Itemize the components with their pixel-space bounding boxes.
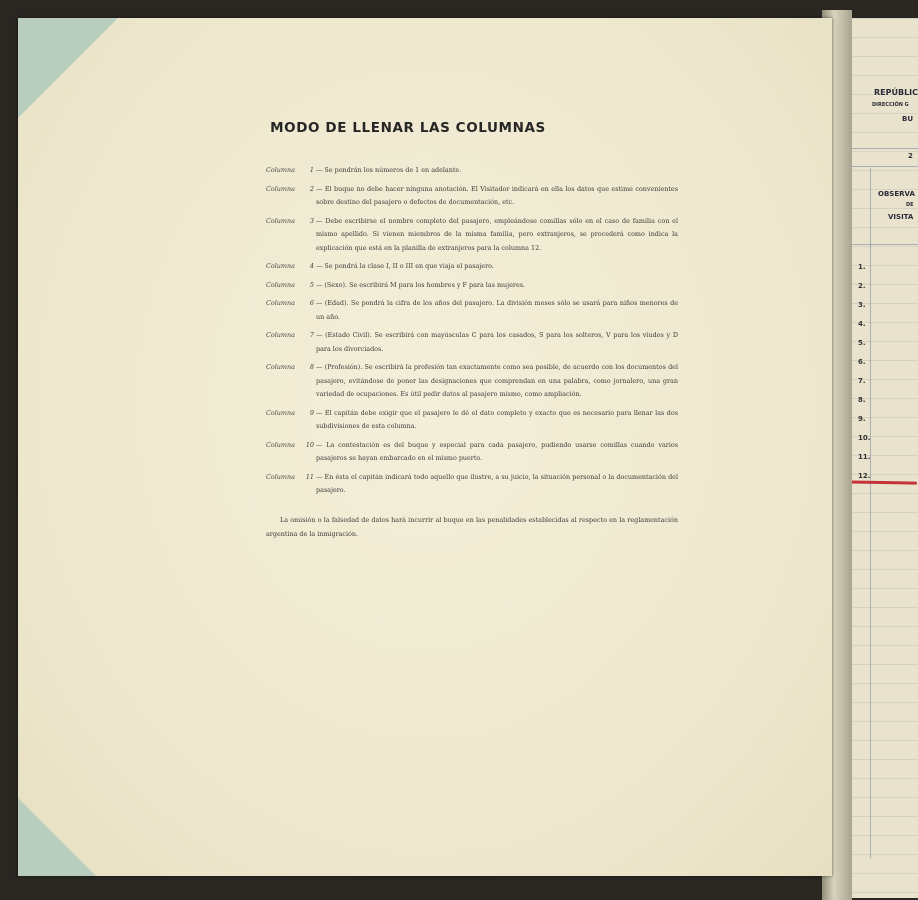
- page-title: MODO DE LLENAR LAS COLUMNAS: [270, 120, 546, 136]
- adjacent-row-number: 9.: [858, 415, 866, 423]
- adjacent-row-number: 8.: [858, 396, 866, 404]
- entry-text: — (Edad). Se pondrá la cifra de los años del pasajero. La división meses sólo se usará para niños menores de un año.: [316, 299, 678, 321]
- entry-text: — Se pondrá la clase I, II o III en que viaja el pasajero.: [316, 262, 494, 270]
- entry-text: — La contestación es del buque y especial para cada pasajero, pudiendo usarse comillas cuando varios pasajeros se hayan embarcado en el mismo puerto.: [316, 440, 678, 462]
- adjacent-column-header: OBSERVA: [878, 190, 915, 198]
- instruction-entry: [266, 297, 678, 324]
- adjacent-header-line: REPÚBLIC: [874, 88, 918, 97]
- entry-number: 6: [309, 299, 314, 307]
- entry-label: Columna: [266, 280, 295, 289]
- footer-note: La omisión o la falsedad de datos hará incurrir al buque en las penalidades establecidas al respecto en la reglamentación argentina de la inmigración.: [266, 516, 678, 538]
- entry-text: — En ésta el capitán indicará todo aquello que ilustre, a su juicio, la situación personal o la documentación del pasajero.: [316, 472, 678, 494]
- entry-number: 7: [309, 331, 314, 339]
- adjacent-row-number: 5.: [858, 339, 866, 347]
- entry-label: Columna: [266, 262, 295, 270]
- entry-number: 2: [309, 184, 314, 193]
- entry-text: — (Profesión). Se escribirá la profesión tan exactamente como sea posible, de acuerdo con los documentos del pasajero, evitándose de poner las designaciones que comprendan en una palabra, como jornalero, una gran variedad de ocupaciones. Es útil pedir datos al pasajero mismo, como ampliación.: [316, 363, 678, 398]
- adjacent-row-number: 11.: [858, 453, 871, 461]
- adjacent-row-number: 2.: [858, 282, 866, 290]
- entry-text: — El buque no debe hacer ninguna anotación. El Visitador indicará en ella los datos que estime convenientes sobre destino del pasajero o defectos de documentación, etc.: [316, 184, 678, 206]
- instruction-entry: [266, 361, 678, 402]
- entry-text: — (Sexo). Se escribirá M para los hombres y F para las mujeres.: [316, 280, 526, 289]
- entry-number: 1: [309, 166, 314, 174]
- adjacent-column-line: [870, 168, 871, 858]
- photo-corner-top-left: [18, 18, 118, 118]
- entry-number: 9: [309, 408, 314, 417]
- entry-number: 11: [305, 472, 314, 481]
- instruction-entry: [266, 164, 678, 178]
- entry-number: 10: [305, 440, 314, 449]
- instruction-entry: [266, 439, 678, 466]
- adjacent-row-number: 3.: [858, 301, 866, 309]
- entry-label: Columna: [266, 363, 295, 371]
- entry-label: Columna: [266, 184, 295, 193]
- instruction-entry: [266, 329, 678, 356]
- entry-label: Columna: [266, 472, 295, 481]
- adjacent-rule: [848, 166, 918, 167]
- instruction-entry: [266, 183, 678, 210]
- adjacent-header-line: DIRECCIÓN G: [872, 102, 909, 108]
- adjacent-row-number: 12.: [858, 472, 871, 480]
- entry-text: — El capitán debe exigir que el pasajero le dé el dato completo y exacto que es necesario para llenar las dos subdivisiones de esta columna.: [316, 408, 678, 430]
- instruction-entry: [266, 260, 678, 274]
- adjacent-row-number: 4.: [858, 320, 866, 328]
- column-instructions-list: [266, 164, 678, 503]
- entry-label: Columna: [266, 216, 295, 225]
- adjacent-register-page: [848, 18, 918, 898]
- instruction-entry: [266, 471, 678, 498]
- entry-text: — Se pondrán los números de 1 en adelante.: [316, 166, 462, 174]
- entry-label: Columna: [266, 331, 295, 339]
- entry-label: Columna: [266, 440, 295, 449]
- instruction-entry: [266, 215, 678, 256]
- entry-label: Columna: [266, 408, 295, 417]
- entry-number: 3: [309, 216, 314, 225]
- instruction-entry: [266, 407, 678, 434]
- instruction-page: [18, 18, 832, 876]
- adjacent-row-number: 6.: [858, 358, 866, 366]
- adjacent-column-header: DE: [906, 202, 914, 208]
- adjacent-row-number: 10.: [858, 434, 871, 442]
- adjacent-header-line: BU: [902, 115, 914, 123]
- entry-number: 4: [309, 262, 314, 270]
- instruction-entry: [266, 279, 678, 293]
- entry-text: — (Estado Civil). Se escribirá con mayúsculas C para los casados, S para los solteros, V para los viudos y D para los divorciados.: [316, 331, 678, 353]
- entry-text: — Debe escribirse el nombre completo del pasajero, empleándose comillas sólo en el caso de familia con el mismo apellido. Si vienen miembros de la misma familia, pero extranjeros, se procederá como indica la explicación que está en la planilla de extranjeros para la columna 12.: [316, 216, 678, 252]
- adjacent-row-number: 7.: [858, 377, 866, 385]
- adjacent-rule: [848, 244, 918, 245]
- entry-number: 5: [309, 280, 314, 289]
- adjacent-row-number: 1.: [858, 263, 866, 271]
- entry-label: Columna: [266, 166, 295, 174]
- adjacent-column-header: VISITA: [888, 213, 914, 221]
- entry-number: 8: [309, 363, 314, 371]
- adjacent-column-number: 2: [908, 152, 913, 160]
- photo-corner-bottom-left: [18, 798, 96, 876]
- adjacent-rule: [848, 148, 918, 149]
- entry-label: Columna: [266, 299, 295, 307]
